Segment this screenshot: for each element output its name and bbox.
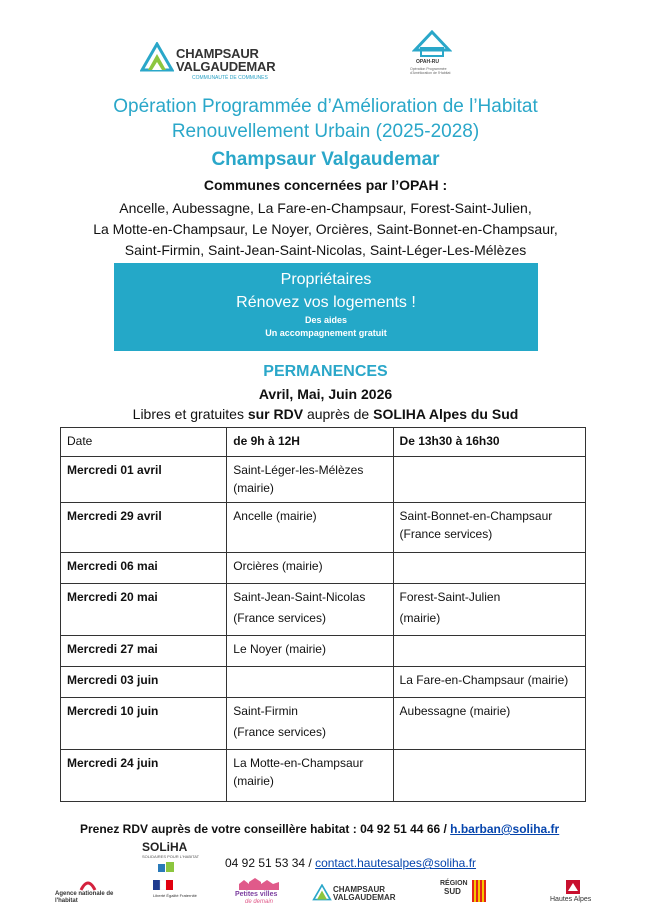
opah-ru-logo xyxy=(408,30,458,90)
info-mid: auprès de xyxy=(303,406,374,422)
table-row xyxy=(61,584,586,636)
footer-contact xyxy=(225,856,476,870)
table-row xyxy=(61,636,586,667)
row-morning xyxy=(227,698,393,750)
banner-line2: Rénovez vos logements ! xyxy=(236,294,416,311)
row-date: Mercredi 20 mai xyxy=(61,584,227,636)
info-soliha: SOLIHA Alpes du Sud xyxy=(373,406,519,422)
row-afternoon xyxy=(393,584,585,636)
rdv-email-link[interactable]: h.barban@soliha.fr xyxy=(450,822,560,836)
hautes-alpes-logo xyxy=(548,878,598,910)
opah-logo-sub: Opération Programmée d'Amélioration de l'Habitat xyxy=(410,67,451,75)
table-row xyxy=(61,698,586,750)
proprietaires-banner xyxy=(114,263,538,351)
communes-line1: Ancelle, Aubessagne, La Fare-en-Champsaur, Forest-Saint-Julien, xyxy=(119,200,532,216)
soliha-logo-text: SOLiHA xyxy=(142,840,188,854)
row-morning: Saint-Léger-les-Mélèzes (mairie) xyxy=(227,457,393,503)
table-row xyxy=(61,750,586,802)
row-afternoon xyxy=(393,457,585,503)
champsaur-valgaudemar-logo xyxy=(140,42,290,82)
french-flag-icon xyxy=(153,880,173,890)
cv2-line2: VALGAUDEMAR xyxy=(333,893,396,902)
header-afternoon: De 13h30 à 16h30 xyxy=(393,428,585,457)
republique-francaise-logo xyxy=(153,878,203,910)
anah-logo xyxy=(55,878,115,910)
contact-email-link[interactable]: contact.hautesalpes@soliha.fr xyxy=(315,856,477,870)
table-header-row xyxy=(61,428,586,457)
row-afternoon xyxy=(393,750,585,802)
row-afternoon: Saint-Bonnet-en-Champsaur (France services) xyxy=(393,503,585,553)
banner-line1: Propriétaires xyxy=(280,271,372,288)
communes-line2: La Motte-en-Champsaur, Le Noyer, Orcières, Saint-Bonnet-en-Champsaur, xyxy=(93,221,558,237)
anah-swoosh-icon xyxy=(79,878,97,892)
permanences-dates: Avril, Mai, Juin 2026 xyxy=(258,386,393,402)
row-morning-line1: Saint-Jean-Saint-Nicolas xyxy=(233,590,366,604)
row-morning: Ancelle (mairie) xyxy=(227,503,393,553)
row-date: Mercredi 24 juin xyxy=(61,750,227,802)
cv-logo-line1: CHAMPSAUR xyxy=(176,46,259,61)
info-rdv: sur RDV xyxy=(247,406,304,422)
header-date: Date xyxy=(61,428,227,457)
title-line1: Opération Programmée d’Amélioration de l’Habitat xyxy=(113,96,538,117)
footer-rdv-text: Prenez RDV auprès de votre conseillère habitat : 04 92 51 44 66 / xyxy=(80,822,451,836)
cv-logo-line2: VALGAUDEMAR xyxy=(176,59,276,74)
hautes-alpes-emblem-icon xyxy=(566,880,580,894)
row-date: Mercredi 27 mai xyxy=(61,636,227,667)
banner-line3: Des aides xyxy=(304,315,348,325)
header-morning: de 9h à 12H xyxy=(227,428,393,457)
region-sud-logo xyxy=(440,878,495,910)
communes-heading: Communes concernées par l’OPAH : xyxy=(203,177,448,193)
info-prefix: Libres et gratuites xyxy=(132,406,248,422)
row-afternoon: La Fare-en-Champsaur (mairie) xyxy=(393,667,585,698)
pvd-line2: de demain xyxy=(245,899,274,905)
permanences-heading: PERMANENCES xyxy=(263,363,388,380)
banner-line4: Un accompagnement gratuit xyxy=(265,328,387,338)
row-date: Mercredi 01 avril xyxy=(61,457,227,503)
village-skyline-icon xyxy=(239,878,279,890)
row-morning xyxy=(227,584,393,636)
house-logo-icon xyxy=(412,30,452,58)
triangle-logo-icon xyxy=(140,42,174,78)
communes-list xyxy=(40,198,611,261)
row-date: Mercredi 10 juin xyxy=(61,698,227,750)
row-morning: Orcières (mairie) xyxy=(227,553,393,584)
row-morning-line1: Saint-Firmin xyxy=(233,704,298,718)
row-afternoon-line2: (mairie) xyxy=(399,611,441,625)
table-row xyxy=(61,553,586,584)
cv-logo-sub: COMMUNAUTÉ DE COMMUNES xyxy=(192,75,268,81)
triangle-logo-icon xyxy=(312,884,332,904)
row-date: Mercredi 03 juin xyxy=(61,667,227,698)
row-morning: Le Noyer (mairie) xyxy=(227,636,393,667)
soliha-logo-sub: SOLIDAIRES POUR L'HABITAT xyxy=(142,854,200,859)
title-line3: Champsaur Valgaudemar xyxy=(211,149,440,170)
permanences-info xyxy=(0,406,651,422)
row-morning xyxy=(227,667,393,698)
soliha-logo xyxy=(142,840,202,874)
row-afternoon xyxy=(393,636,585,667)
row-afternoon-line1: Forest-Saint-Julien xyxy=(399,590,501,604)
region-line1: RÉGION xyxy=(440,880,468,887)
row-afternoon xyxy=(393,553,585,584)
region-line2: SUD xyxy=(444,887,461,896)
hautes-alpes-text: Hautes Alpes xyxy=(550,896,592,903)
cv2-line1: CHAMPSAUR xyxy=(333,885,385,894)
opah-logo-label: OPAH-RU xyxy=(416,59,439,65)
petites-villes-logo xyxy=(235,878,295,910)
table-row xyxy=(61,667,586,698)
row-morning-line2: (France services) xyxy=(233,725,326,739)
row-date: Mercredi 29 avril xyxy=(61,503,227,553)
pvd-line1: Petites villes xyxy=(235,891,278,898)
row-morning: La Motte-en-Champsaur (mairie) xyxy=(227,750,393,802)
communes-line3: Saint-Firmin, Saint-Jean-Saint-Nicolas, Saint-Léger-Les-Mélèzes xyxy=(124,242,527,258)
row-afternoon: Aubessagne (mairie) xyxy=(393,698,585,750)
table-row xyxy=(61,503,586,553)
soliha-houses-icon xyxy=(158,862,174,872)
table-row xyxy=(61,457,586,503)
title-line2: Renouvellement Urbain (2025-2028) xyxy=(171,121,480,142)
footer-phone2: 04 92 51 53 34 / xyxy=(225,856,316,870)
footer-rdv xyxy=(80,822,559,836)
republique-text: Liberté Égalité Fraternité xyxy=(153,893,197,898)
row-date: Mercredi 06 mai xyxy=(61,553,227,584)
schedule-table xyxy=(60,427,586,802)
row-morning-line2: (France services) xyxy=(233,611,326,625)
anah-text: Agence nationale de l'habitat xyxy=(55,891,114,904)
champsaur-valgaudemar-logo-footer xyxy=(312,878,397,910)
region-flag-icon xyxy=(472,880,486,902)
